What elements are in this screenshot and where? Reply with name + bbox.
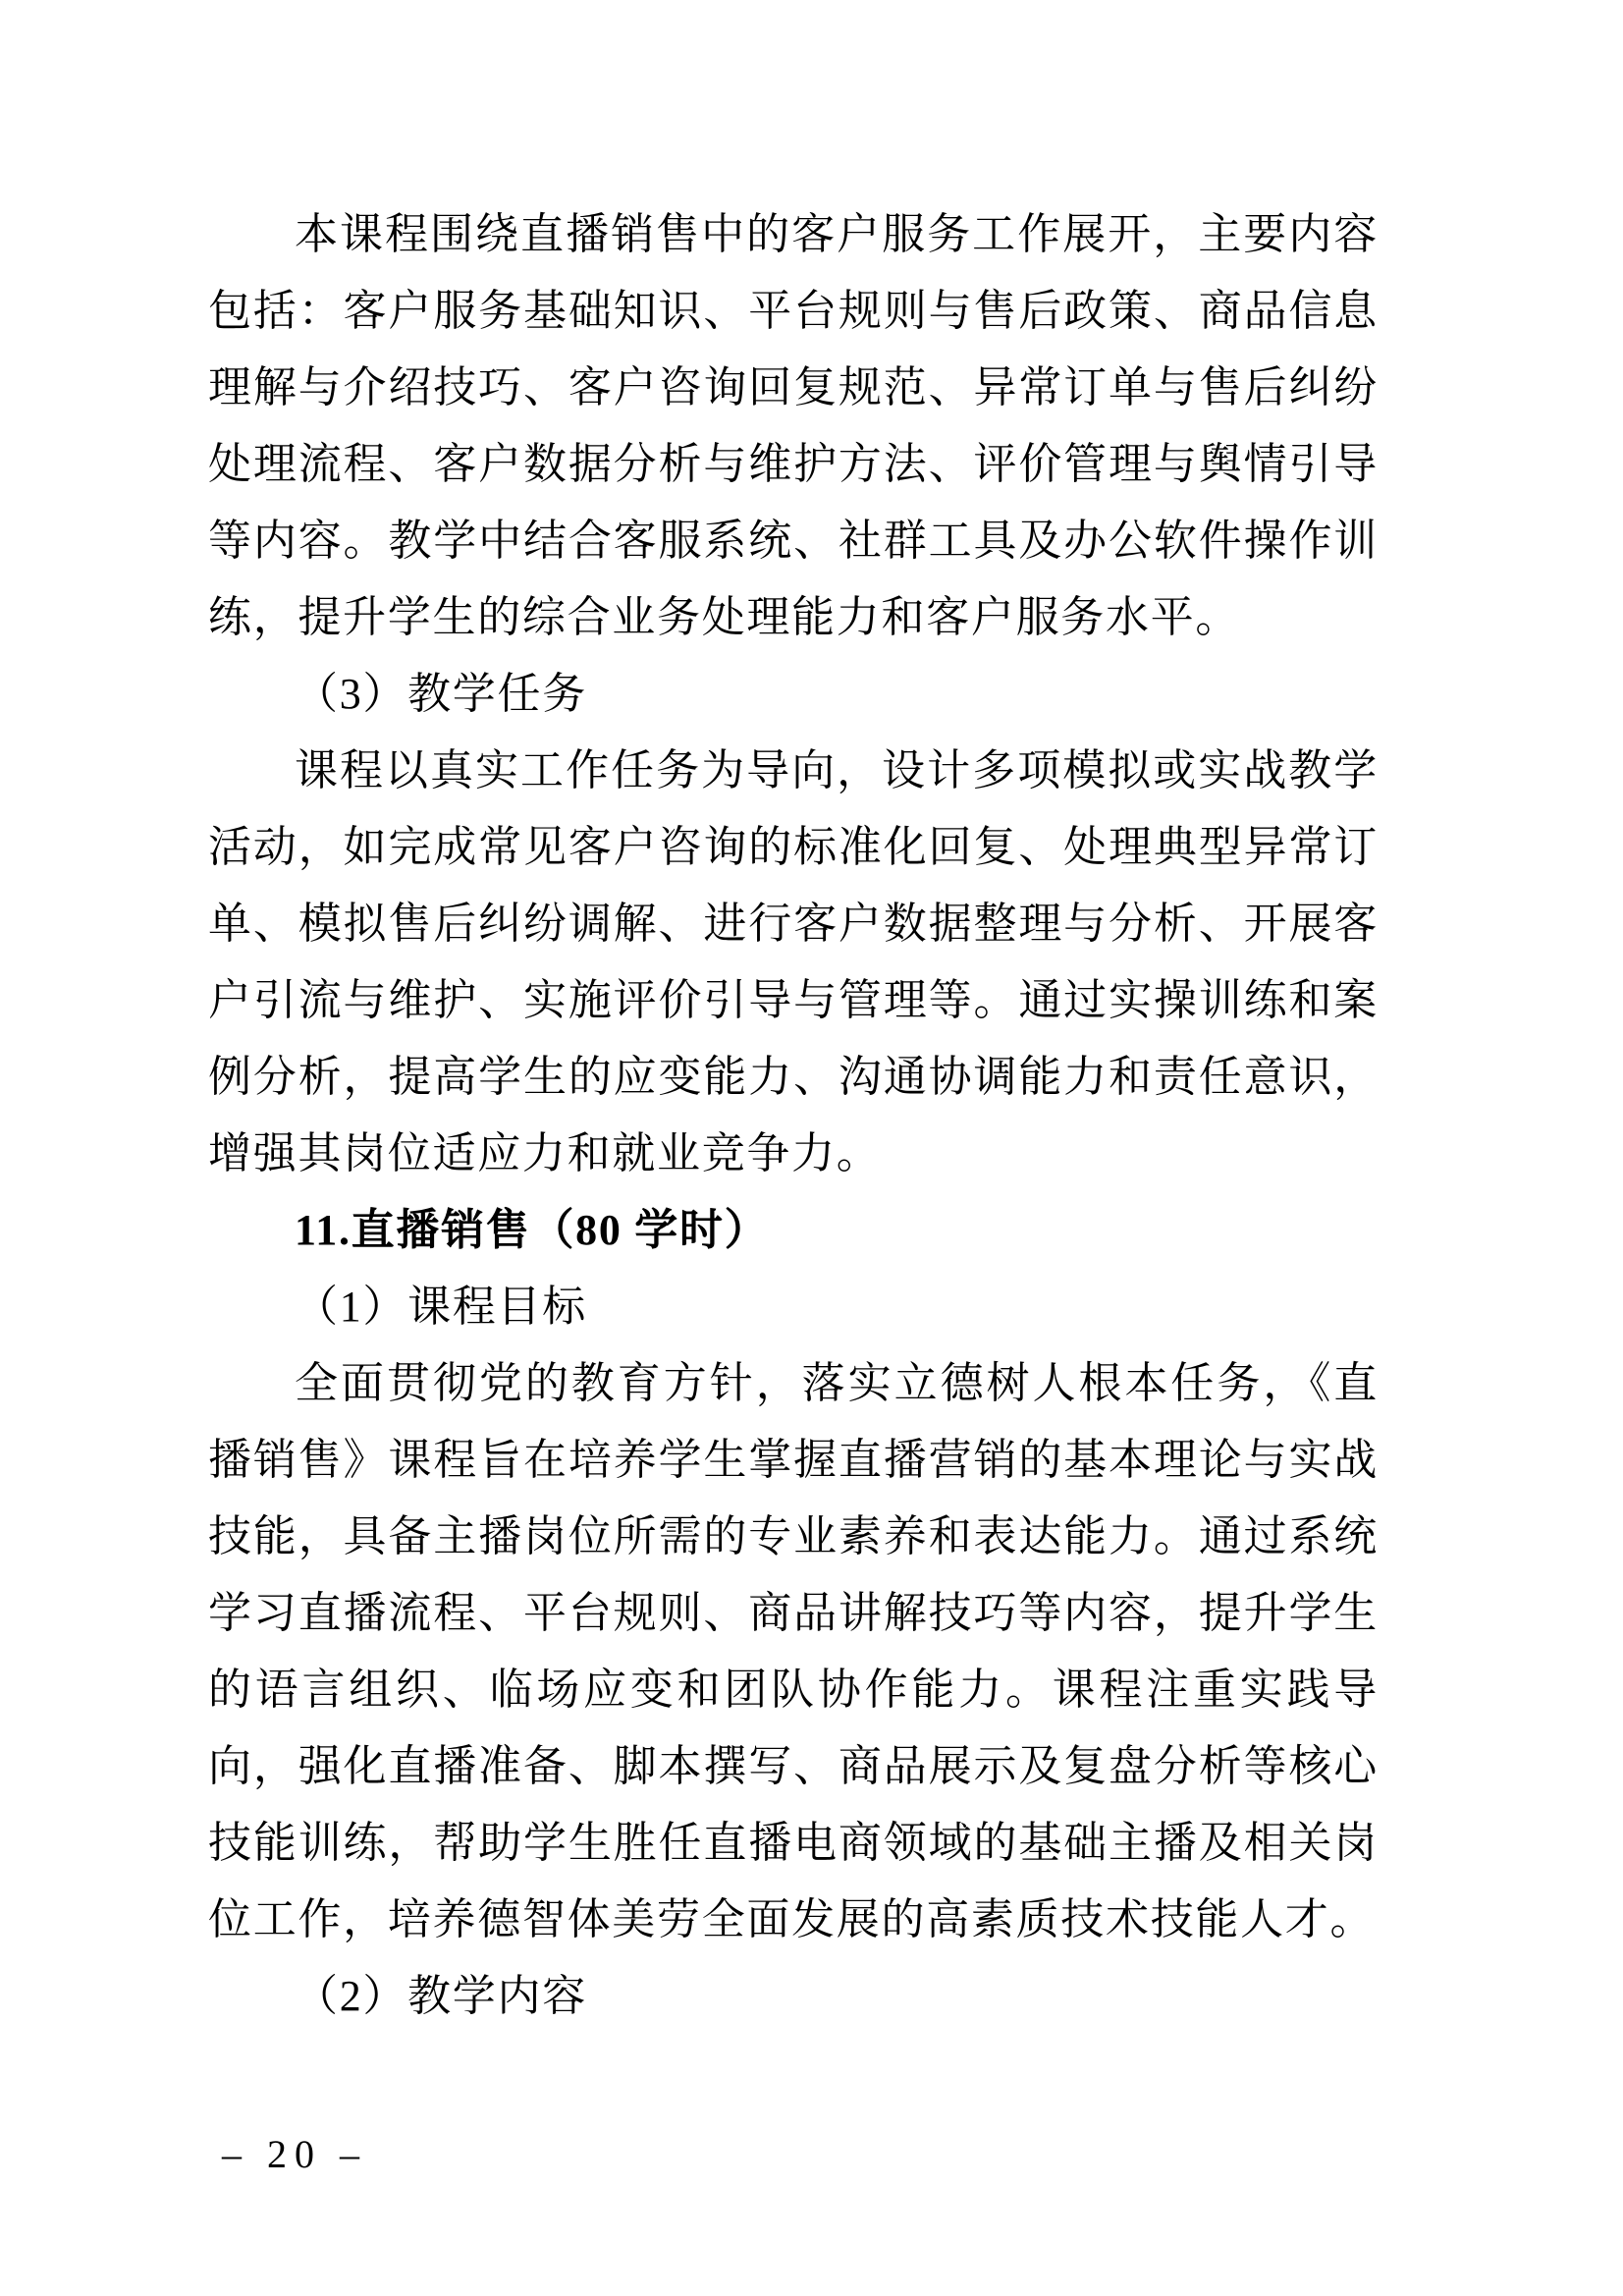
subheading-teaching-tasks: （3）教学任务: [295, 670, 587, 718]
heading-live-stream-sales-course: 11.直播销售（80 学时）: [295, 1206, 770, 1254]
subheading-teaching-content: （2）教学内容: [295, 1972, 587, 2020]
document-body: [208, 196, 1379, 2035]
subheading-course-goal: （1）课程目标: [295, 1283, 587, 1331]
paragraph-course-overview: 本课程围绕直播销售中的客户服务工作展开，主要内容包括：客户服务基础知识、平台规则与售后政策、商品信息理解与介绍技巧、客户咨询回复规范、异常订单与售后纠纷处理流程、客户数据分析与维护方法、评价管理与舆情引导等内容。教学中结合客服系统、社群工具及办公软件操作训练，提升学生的综合业务处理能力和客户服务水平。: [208, 210, 1379, 641]
paragraph-course-goal: 全面贯彻党的教育方针，落实立德树人根本任务，《直播销售》课程旨在培养学生掌握直播营销的基本理论与实战技能，具备主播岗位所需的专业素养和表达能力。通过系统学习直播流程、平台规则、商品讲解技巧等内容，提升学生的语言组织、临场应变和团队协作能力。课程注重实践导向，强化直播准备、脚本撰写、商品展示及复盘分析等核心技能训练，帮助学生胜任直播电商领域的基础主播及相关岗位工作，培养德智体美劳全面发展的高素质技术技能人才。: [208, 1359, 1379, 1943]
page-number: – 20 –: [222, 2132, 367, 2176]
paragraph-teaching-tasks: 课程以真实工作任务为导向，设计多项模拟或实战教学活动，如完成常见客户咨询的标准化回复、处理典型异常订单、模拟售后纠纷调解、进行客户数据整理与分析、开展客户引流与维护、实施评价引导与管理等。通过实操训练和案例分析，提高学生的应变能力、沟通协调能力和责任意识，增强其岗位适应力和就业竞争力。: [208, 746, 1379, 1177]
